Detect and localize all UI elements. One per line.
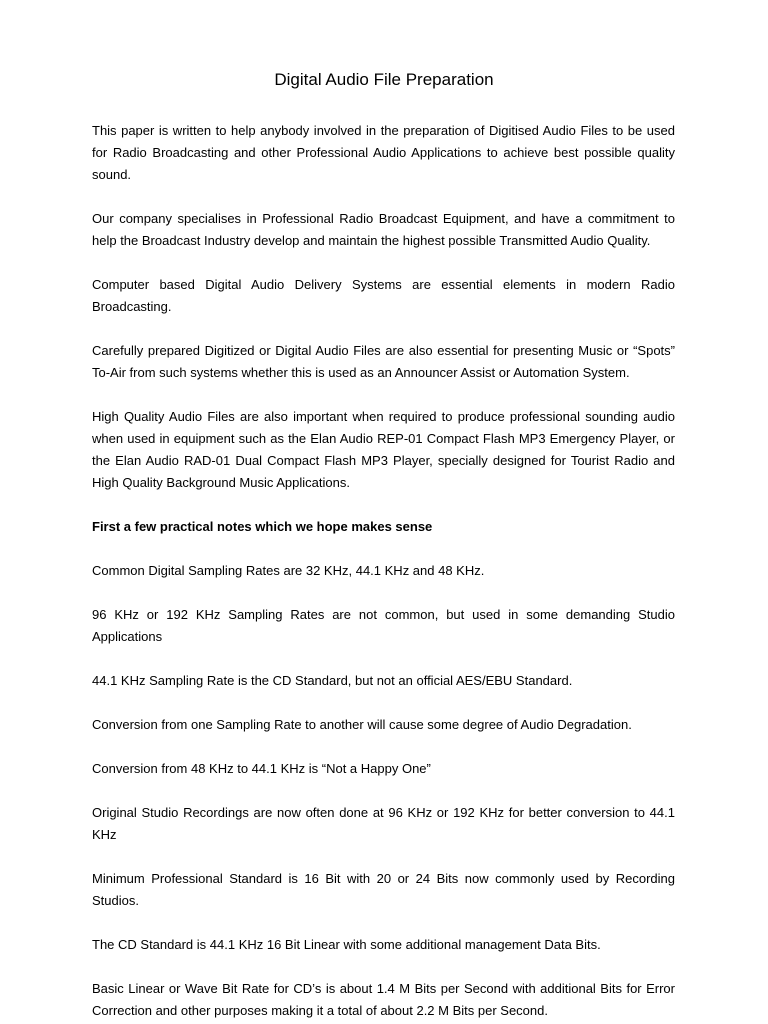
note-bit-depth: Minimum Professional Standard is 16 Bit with 20 or 24 Bits now commonly used by Recording Studios.	[92, 871, 675, 908]
paragraph-intro: This paper is written to help anybody involved in the preparation of Digitised Audio Files to be used for Radio Broadcasting and other Professional Audio Applications to achieve best possible quality sound.	[92, 123, 675, 182]
note-cd-standard: The CD Standard is 44.1 KHz 16 Bit Linear with some additional management Data Bits.	[92, 937, 601, 952]
note-studio-recordings: Original Studio Recordings are now often done at 96 KHz or 192 KHz for better conversion to 44.1 KHz	[92, 805, 675, 842]
note-48-to-44: Conversion from 48 KHz to 44.1 KHz is “Not a Happy One”	[92, 761, 431, 776]
note-high-rates: 96 KHz or 192 KHz Sampling Rates are not common, but used in some demanding Studio Applications	[92, 607, 675, 644]
note-conversion: Conversion from one Sampling Rate to another will cause some degree of Audio Degradation.	[92, 717, 632, 732]
paragraph-delivery-systems: Computer based Digital Audio Delivery Systems are essential elements in modern Radio Broadcasting.	[92, 277, 675, 314]
section-heading: First a few practical notes which we hope makes sense	[92, 519, 433, 534]
paragraph-company: Our company specialises in Professional Radio Broadcast Equipment, and have a commitment to help the Broadcast Industry develop and maintain the highest possible Transmitted Audio Quality.	[92, 211, 675, 248]
note-cd-standard-rate: 44.1 KHz Sampling Rate is the CD Standard, but not an official AES/EBU Standard.	[92, 673, 573, 688]
document-title: Digital Audio File Preparation	[274, 70, 494, 89]
note-bit-rate: Basic Linear or Wave Bit Rate for CD’s is about 1.4 M Bits per Second with additional Bits for Error Correction and other purposes making it a total of about 2.2 M Bits per Second.	[92, 981, 675, 1018]
document-body	[92, 120, 675, 1022]
note-sampling-rates: Common Digital Sampling Rates are 32 KHz, 44.1 KHz and 48 KHz.	[92, 563, 485, 578]
paragraph-high-quality: High Quality Audio Files are also important when required to produce professional sounding audio when used in equipment such as the Elan Audio REP-01 Compact Flash MP3 Emergency Player, or the Elan Audio RAD-01 Dual Compact Flash MP3 Player, specially designed for Tourist Radio and High Quality Background Music Applications.	[92, 409, 675, 490]
paragraph-prepared-files: Carefully prepared Digitized or Digital Audio Files are also essential for presenting Music or “Spots” To-Air from such systems whether this is used as an Announcer Assist or Automation System.	[92, 343, 675, 380]
